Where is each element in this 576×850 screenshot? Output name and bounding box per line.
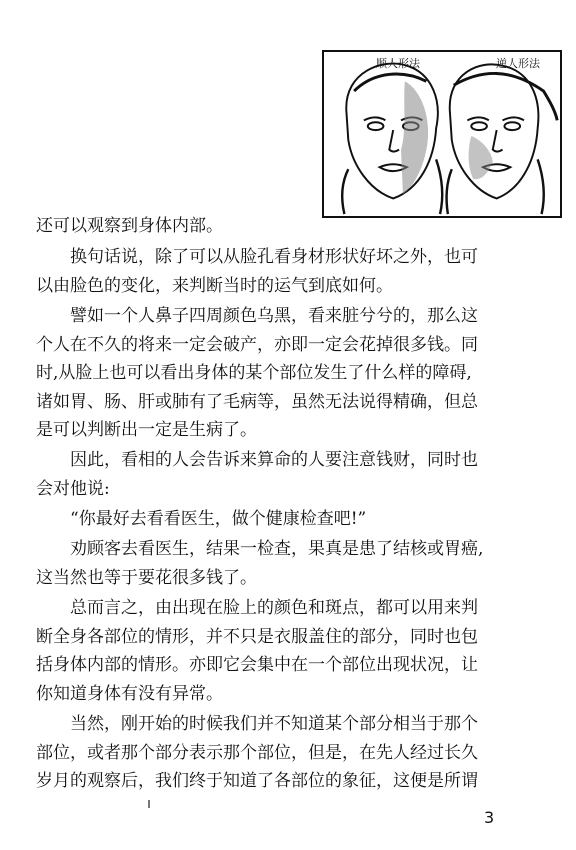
text-line: 你知道身体有没有异常。 — [36, 683, 223, 704]
text-line: 部位，或者那个部分表示那个部位，但是，在先人经过长久 — [36, 742, 478, 763]
text-line: 括身体内部的情形。亦即它会集中在一个部位出现状况，让 — [36, 655, 478, 675]
face-illustration — [322, 50, 562, 218]
faces-drawing — [324, 52, 560, 216]
paragraph-8 — [36, 710, 544, 796]
text-line: 会对他说: — [36, 478, 110, 499]
caption-right: 逆人形法 — [496, 57, 540, 70]
paragraph-1 — [36, 212, 544, 241]
caption-left: 顺人形法 — [376, 57, 420, 70]
text-line: 还可以观察到身体内部。 — [36, 216, 223, 236]
paragraph-5-quote — [36, 505, 544, 534]
text-line: 譬如一个人鼻子四周颜色乌黑，看来脏兮兮的，那么这 — [36, 306, 478, 326]
text-line: 总而言之，由出现在脸上的颜色和斑点，都可以用来判 — [36, 598, 478, 618]
scan-speck — [148, 800, 150, 808]
text-line: “你最好去看看医生，做个健康检查吧!” — [36, 509, 367, 529]
paragraph-4 — [36, 446, 544, 503]
text-line: 劝顾客去看医生，结果一检查，果真是患了结核或胃癌, — [36, 539, 484, 559]
text-line: 以由脸色的变化，来判断当时的运气到底如何。 — [36, 275, 393, 296]
text-line: 当然，刚开始的时候我们并不知道某个部分相当于那个 — [36, 714, 478, 734]
text-line: 这当然也等于要花很多钱了。 — [36, 567, 257, 588]
text-line: 换句话说，除了可以从脸孔看身材形状好坏之外，也可 — [36, 247, 478, 267]
page-number: 3 — [484, 808, 495, 827]
paragraph-7 — [36, 594, 544, 708]
text-line: 因此，看相的人会告诉来算命的人要注意钱财，同时也 — [36, 450, 478, 470]
paragraph-2 — [36, 243, 544, 300]
text-line: 诸如胃、肠、肝或肺有了毛病等，虽然无法说得精确，但总 — [36, 391, 478, 412]
text-line: 岁月的观察后，我们终于知道了各部位的象征，这便是所谓 — [36, 771, 478, 791]
text-line: 时,从脸上也可以看出身体的某个部位发生了什么样的障碍, — [36, 363, 472, 383]
text-line: 是可以判断出一定是生病了。 — [36, 420, 257, 440]
paragraph-6 — [36, 535, 544, 592]
text-line: 个人在不久的将来一定会破产，亦即一定会花掉很多钱。同 — [36, 334, 478, 355]
paragraph-3 — [36, 302, 544, 445]
text-line: 断全身各部位的情形，并不只是衣服盖住的部分，同时也包 — [36, 626, 478, 647]
